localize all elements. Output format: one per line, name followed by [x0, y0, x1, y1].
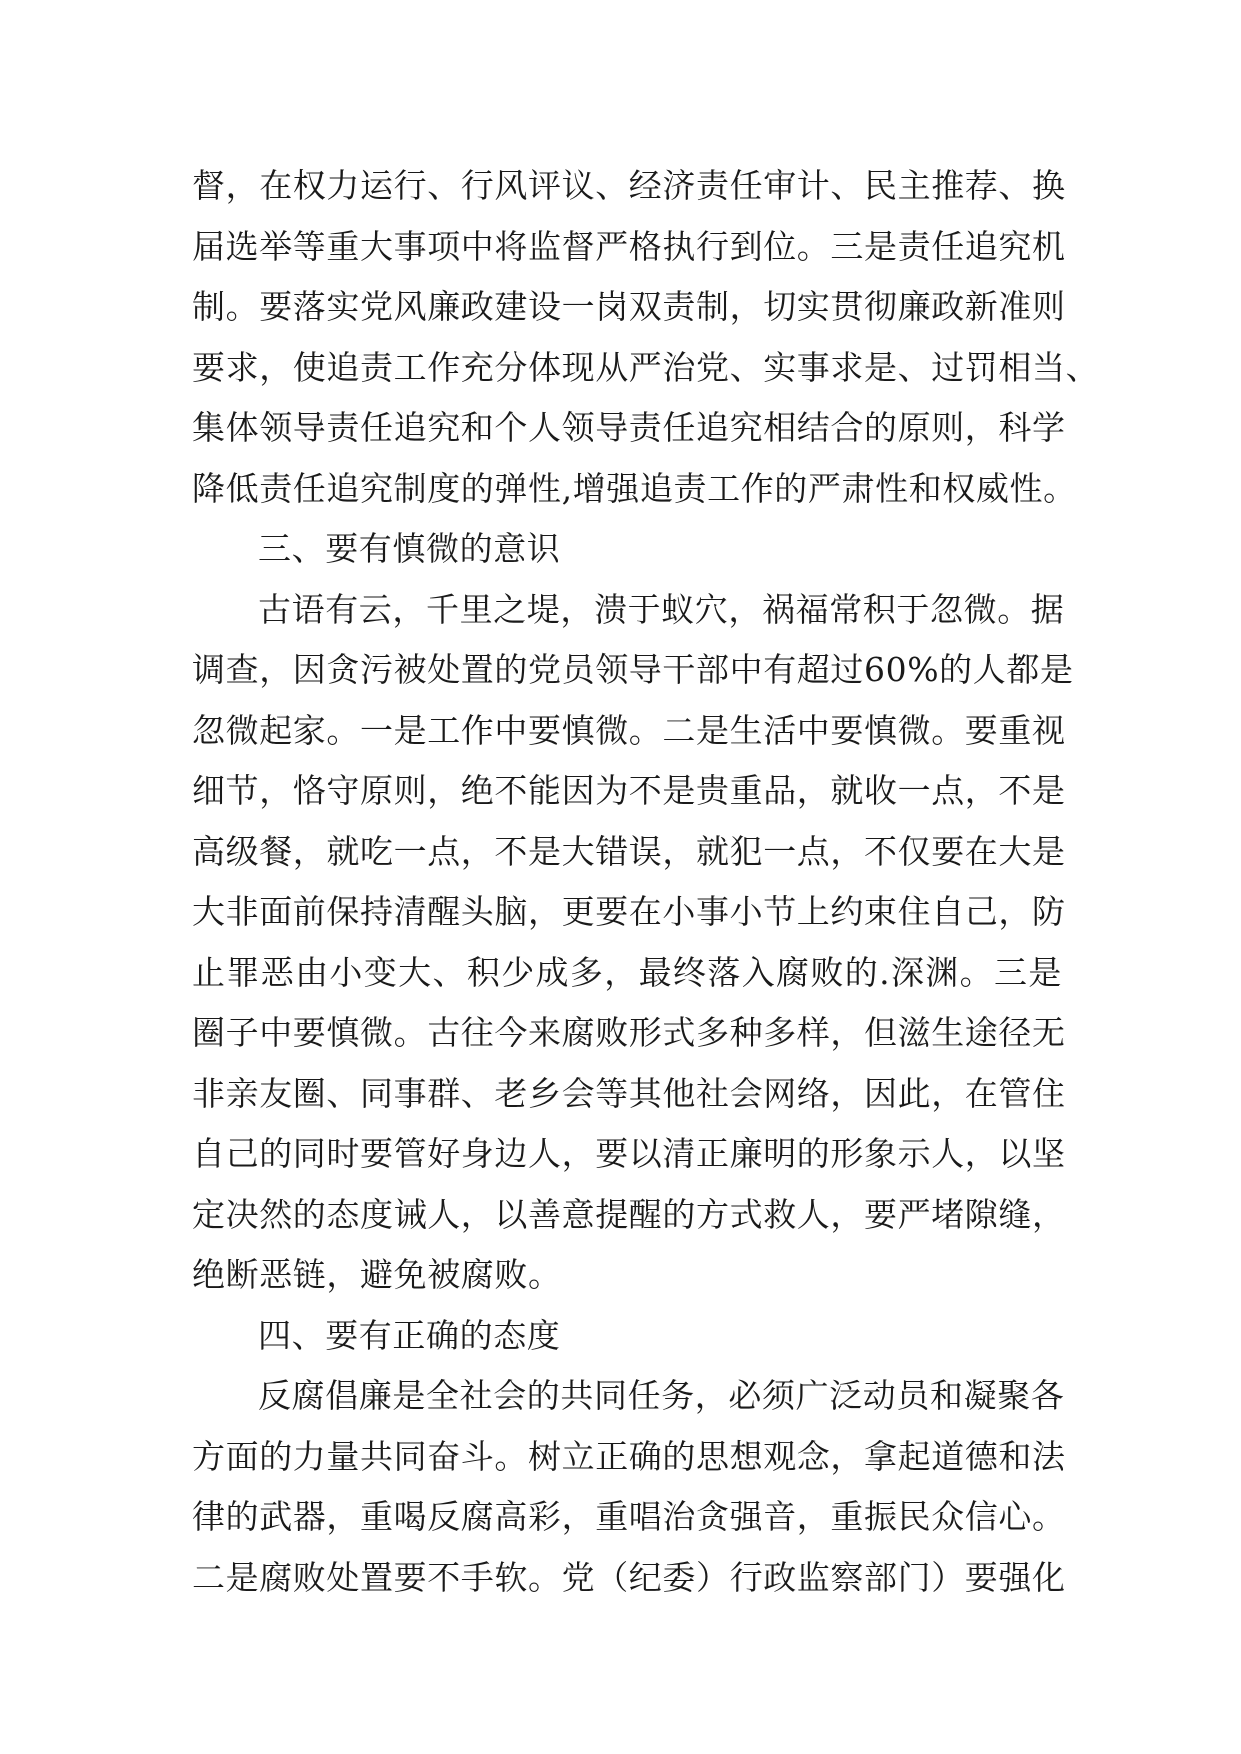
text-line: 大非面前保持清醒头脑，更要在小事小节上约束住自己，防 [192, 892, 1066, 931]
text-line: 绝断恶链，避免被腐败。 [192, 1255, 562, 1294]
text-line: 调查，因贪污被处置的党员领导干部中有超过60%的人都是 [192, 650, 1074, 689]
text-line: 方面的力量共同奋斗。树立正确的思想观念，拿起道德和法 [192, 1436, 1066, 1476]
text-line: 圈子中要慎微。古往今来腐败形式多种多样，但滋生途径无 [192, 1013, 1066, 1052]
text-line: 集体领导责任追究和个人领导责任追究相结合的原则，科学 [192, 408, 1066, 447]
section-heading: 四、要有正确的态度 [258, 1315, 561, 1355]
text-line: 非亲友圈、同事群、老乡会等其他社会网络，因此，在管住 [192, 1073, 1066, 1113]
text-line: 自己的同时要管好身边人，要以清正廉明的形象示人，以坚 [192, 1134, 1066, 1173]
paragraph-first-line: 古语有云，千里之堤，溃于蚁穴，祸福常积于忽微。据 [258, 589, 1065, 629]
text-line: 高级餐，就吃一点，不是大错误，就犯一点，不仅要在大是 [192, 831, 1066, 871]
text-line: 细节，恪守原则，绝不能因为不是贵重品，就收一点，不是 [192, 771, 1066, 810]
paragraph-first-line: 反腐倡廉是全社会的共同任务，必须广泛动员和凝聚各 [258, 1376, 1065, 1415]
text-line: 忽微起家。一是工作中要慎微。二是生活中要慎微。要重视 [192, 710, 1066, 750]
text-line: 降低责任追究制度的弹性,增强追责工作的严肃性和权威性。 [192, 468, 1077, 508]
text-line: 制。要落实党风廉政建设一岗双责制，切实贯彻廉政新准则 [192, 287, 1066, 326]
text-line: 二是腐败处置要不手软。党（纪委）行政监察部门）要强化 [192, 1557, 1066, 1597]
text-line: 届选举等重大事项中将监督严格执行到位。三是责任追究机 [192, 226, 1066, 266]
text-line: 律的武器，重喝反腐高彩，重唱治贪强音，重振民众信心。 [192, 1497, 1066, 1536]
section-heading: 三、要有慎微的意识 [258, 529, 561, 568]
text-line: 止罪恶由小变大、积少成多，最终落入腐败的.深渊。三是 [192, 952, 1062, 992]
text-line: 定决然的态度诫人，以善意提醒的方式救人，要严堵隙缝， [192, 1194, 1066, 1234]
text-line: 要求，使追责工作充分体现从严治党、实事求是、过罚相当、 [192, 347, 1100, 387]
text-line: 督，在权力运行、行风评议、经济责任审计、民主推荐、换 [192, 166, 1066, 205]
document-body [192, 156, 1100, 1608]
